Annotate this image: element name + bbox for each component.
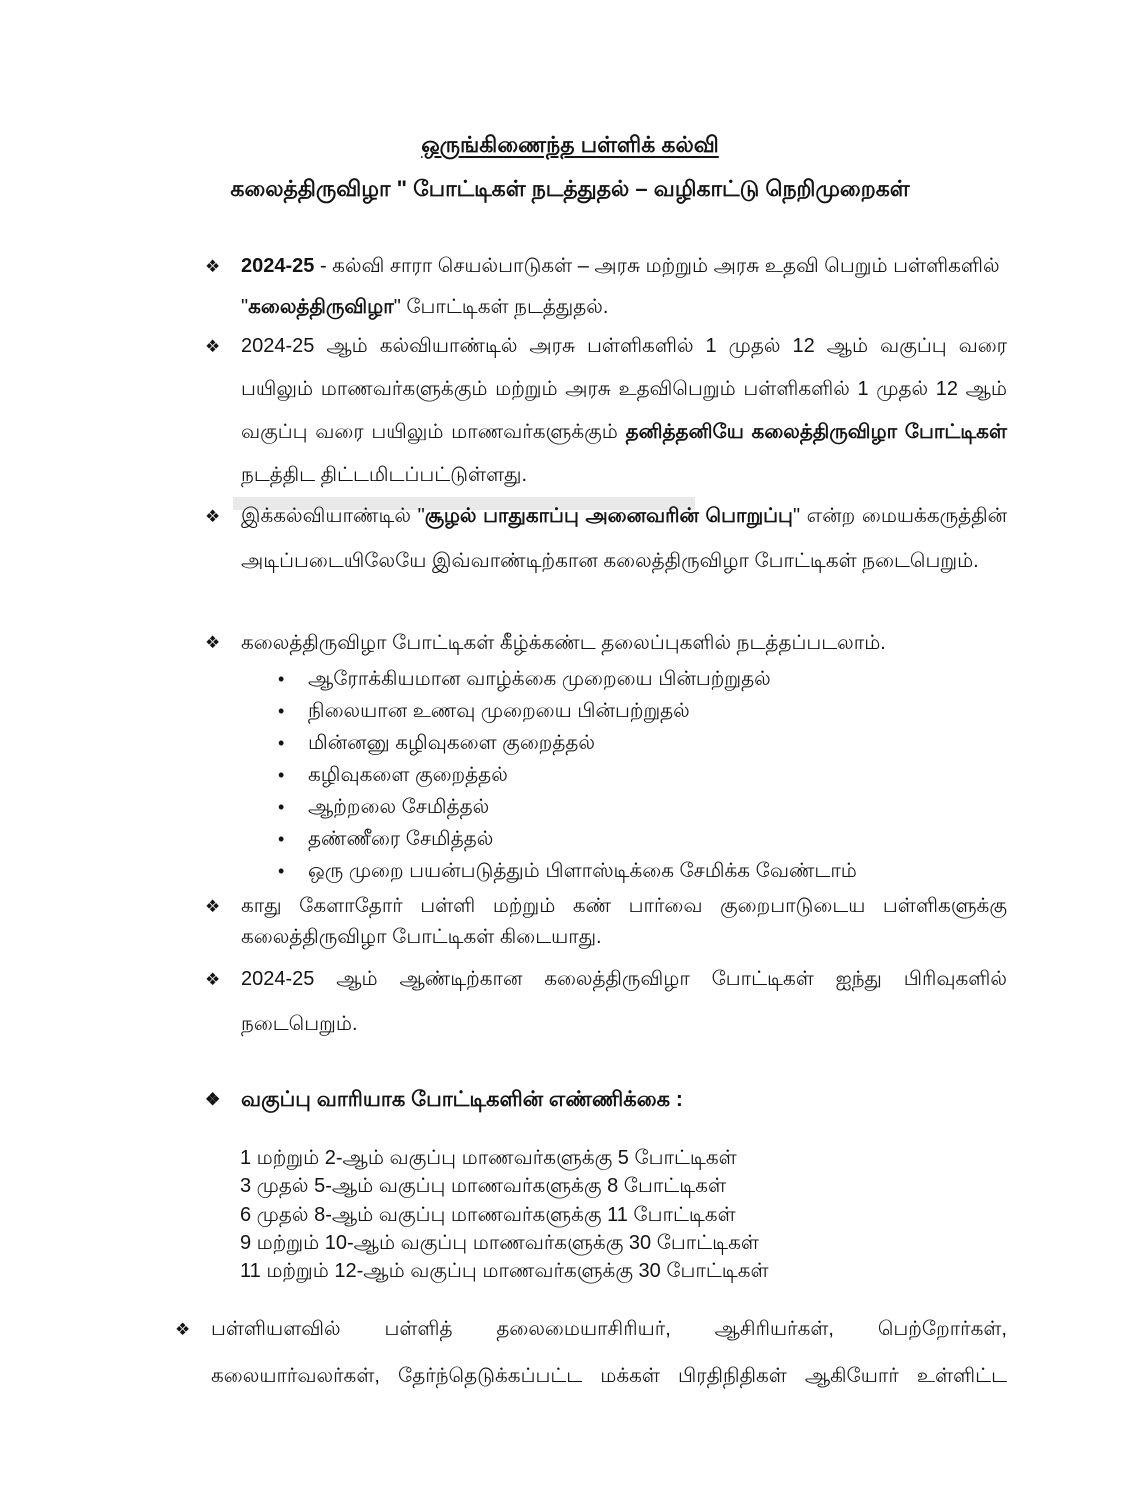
list-item: 3 முதல் 5-ஆம் வகுப்பு மாணவர்களுக்கு 8 போட்டிகள்: [240, 1175, 726, 1198]
dot-bullet-icon: •: [278, 797, 285, 817]
list-item: [278, 791, 938, 823]
page-subtitle: கலைத்திருவிழா " போட்டிகள் நடத்துதல் – வழிகாட்டு நெறிமுறைகள்: [230, 176, 910, 201]
list-item: [278, 823, 938, 855]
list-item-text: நிலையான உணவு முறையை பின்பற்றுதல்: [308, 700, 690, 722]
bullet-item-exclusion-note: [205, 891, 1007, 953]
list-item: 11 மற்றும் 12-ஆம் வகுப்பு மாணவர்களுக்கு 30 போட்டிகள்: [240, 1260, 769, 1283]
diamond-bullet-icon: ❖: [205, 507, 221, 526]
list-item-text: ஒரு முறை பயன்படுத்தும் பிளாஸ்டிக்கை சேமிக்க வேண்டாம்: [308, 860, 857, 882]
paragraph-text: 2024-25 ஆம் ஆண்டிற்கான கலைத்திருவிழா போட்டிகள் ஐந்து பிரிவுகளில் நடைபெறும்.: [241, 968, 1007, 1035]
dot-bullet-icon: •: [278, 701, 285, 721]
list-item: [278, 759, 938, 791]
section-heading-classwise-counts: [205, 1086, 683, 1114]
list-item: 9 மற்றும் 10-ஆம் வகுப்பு மாணவர்களுக்கு 30 போட்டிகள்: [240, 1231, 759, 1254]
list-item: [278, 663, 938, 695]
list-item: 1 மற்றும் 2-ஆம் வகுப்பு மாணவர்களுக்கு 5 போட்டிகள்: [240, 1147, 737, 1169]
list-item: 6 முதல் 8-ஆம் வகுப்பு மாணவர்களுக்கு 11 போட்டிகள்: [240, 1203, 736, 1226]
diamond-bullet-icon: ❖: [205, 337, 221, 356]
dot-bullet-icon: •: [278, 829, 285, 849]
list-item-text: ஆற்றலை சேமித்தல்: [308, 796, 490, 818]
diamond-bullet-icon: ❖: [205, 970, 221, 989]
diamond-bullet-icon: ❖: [205, 897, 221, 916]
page-title: [0, 132, 1140, 161]
diamond-bullet-icon: ❖: [205, 1090, 221, 1109]
paragraph-text: இக்கல்வியாண்டில் "சூழல் பாதுகாப்பு அனைவரின் பொறுப்பு" என்ற மையக்கருத்தின் அடிப்படையிலேயே இவ்வாண்டிற்கான கலைத்திருவிழா போட்டிகள் நடைபெறும்.: [241, 505, 1007, 572]
paragraph-text: காது கேளாதோர் பள்ளி மற்றும் கண் பார்வை குறைபாடுடைய பள்ளிகளுக்கு கலைத்திருவிழா போட்டிகள் கிடையாது.: [241, 895, 1007, 948]
dot-bullet-icon: •: [278, 861, 285, 881]
bullet-item-school-level-committee: [175, 1306, 1007, 1400]
list-item-text: மின்னனு கழிவுகளை குறைத்தல்: [308, 732, 596, 754]
paragraph-text: பள்ளியளவில் பள்ளித் தலைமையாசிரியர், ஆசிரியர்கள், பெற்றோர்கள், கலையார்வலர்கள், தேர்ந்தெடுக்கப்பட்ட மக்கள் பிரதிநிதிகள் ஆகியோர் உள்ளிட்ட: [211, 1318, 1007, 1387]
list-item: [278, 855, 938, 887]
dot-bullet-icon: •: [278, 733, 285, 753]
paragraph-text: கலைத்திருவிழா போட்டிகள் கீழ்க்கண்ட தலைப்புகளில் நடத்தப்படலாம்.: [241, 632, 886, 654]
dot-bullet-icon: •: [278, 765, 285, 785]
bullet-item-five-divisions: [205, 957, 1007, 1047]
paragraph-text: 2024-25 - கல்வி சாரா செயல்பாடுகள் – அரசு மற்றும் அரசு உதவி பெறும் பள்ளிகளில் "கலைத்திருவிழா" போட்டிகள் நடத்துதல்.: [241, 255, 1000, 318]
section-heading-text: வகுப்பு வாரியாக போட்டிகளின் எண்ணிக்கை :: [241, 1088, 683, 1111]
classwise-counts-list: [240, 1144, 880, 1285]
list-item: [278, 695, 938, 727]
list-item-text: கழிவுகளை குறைத்தல்: [308, 764, 508, 786]
dot-bullet-icon: •: [278, 669, 285, 689]
bullet-item-academic-year-plan: [205, 325, 1007, 497]
list-item: [278, 727, 938, 759]
list-item-text: தண்ணீரை சேமித்தல்: [308, 828, 494, 850]
diamond-bullet-icon: ❖: [205, 257, 221, 276]
bullet-item-competitions-intro: [205, 246, 1007, 328]
diamond-bullet-icon: ❖: [205, 633, 221, 652]
bullet-item-topics-heading: [205, 628, 1007, 658]
topics-list: [278, 663, 938, 887]
paragraph-text: 2024-25 ஆம் கல்வியாண்டில் அரசு பள்ளிகளில் 1 முதல் 12 ஆம் வகுப்பு வரை பயிலும் மாணவர்களுக்கும் மற்றும் அரசு உதவிபெறும் பள்ளிகளில் 1 முதல் 12 ஆம் வகுப்பு வரை பயிலும் மாணவர்களுக்கும் தனித்தனியே கலைத்திருவிழா போட்டிகள் நடத்திட திட்டமிடப்பட்டுள்ளது.: [241, 335, 1008, 486]
diamond-bullet-icon: ❖: [175, 1320, 191, 1339]
list-item-text: ஆரோக்கியமான வாழ்க்கை முறையை பின்பற்றுதல்: [308, 668, 771, 690]
page-title-text: ஒருங்கிணைந்த பள்ளிக் கல்வி: [421, 132, 719, 157]
bullet-item-theme: [205, 494, 1007, 584]
